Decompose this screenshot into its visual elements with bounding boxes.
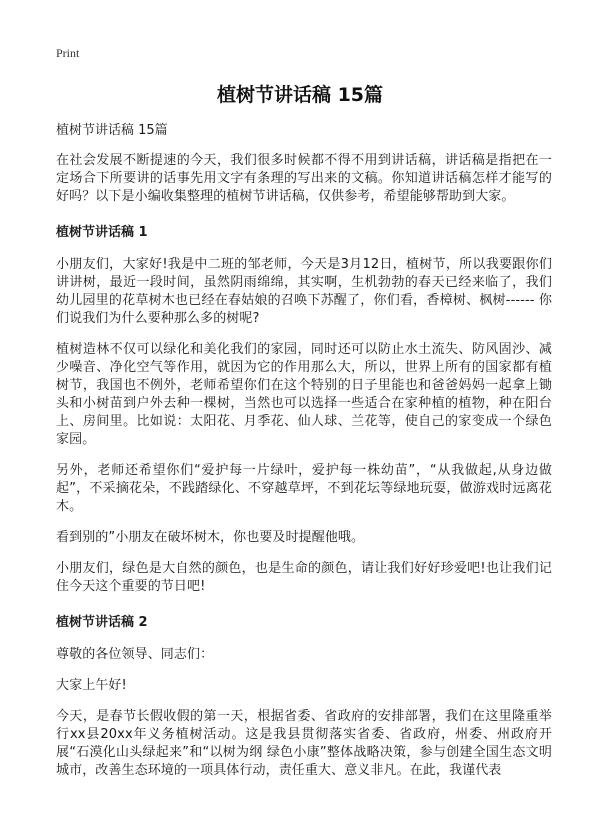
section2-paragraph: 大家上午好! xyxy=(56,678,127,693)
page-title: 植树节讲话稿 15篇 xyxy=(216,84,384,106)
section1-paragraph: 植树造林不仅可以绿化和美化我们的家园，同时还可以防止水土流失、防风固沙、减少噪音、净化空气等作用，就因为它的作用那么大，所以，世界上所有的国家都有植树节，我国也不例外，老师希望你们在这个特别的日子里能也和爸爸妈妈一起拿上锄头和小树苗到户外去种一棵树，当然也可以选择一些适合在家种植的植物，种在阳台上、房间里。比如说：太阳花、月季花、仙人球、兰花等，使自己的家变成一个绿色家园。 xyxy=(56,342,552,447)
section1-paragraph: 小朋友们，大家好!我是中二班的邹老师，今天是3月12日，植树节，所以我要跟你们讲讲树，最近一段时间，虽然阴雨绵绵，其实啊，生机勃勃的春天已经来临了，我们幼儿园里的花草树木也已经在春姑娘的召唤下苏醒了，你们看，香樟树、枫树------ 你们说我们为什么要种那么多的树呢? xyxy=(56,257,552,326)
section1-paragraph: 小朋友们，绿色是大自然的颜色，也是生命的颜色，请让我们好好珍爱吧!也让我们记住今天这个重要的节日吧! xyxy=(56,561,552,594)
section1-paragraph: 看到别的”小朋友在破坏树木，你也要及时提醒他哦。 xyxy=(56,530,365,545)
intro-paragraph: 在社会发展不断提速的今天，我们很多时候都不得不用到讲话稿，讲话稿是指把在一定场合下所要讲的话事先用文字有条理的写出来的文稿。你知道讲话稿怎样才能写的好吗？以下是小编收集整理的植树节讲话稿，仅供参考，希望能够帮助到大家。 xyxy=(56,153,552,204)
document-body xyxy=(56,122,552,793)
section-heading-1: 植树节讲话稿 1 xyxy=(56,225,148,240)
section2-paragraph: 今天，是春节长假收假的第一天，根据省委、省政府的安排部署，我们在这里隆重举行xx县20xx年义务植树活动。这是我县贯彻落实省委、省政府，州委、州政府开展“石漠化山头绿起来”和“以树为纲 绿色小康”整体战略决策，参与创建全国生态文明城市，改善生态环境的一项具体行动，责任重大、意义非凡。在此，我谨代表 xyxy=(56,709,552,778)
document-subtitle: 植树节讲话稿 15篇 xyxy=(56,123,168,138)
print-link[interactable]: Print xyxy=(56,46,80,60)
section2-paragraph: 尊敬的各位领导、同志们： xyxy=(56,647,214,662)
section-heading-2: 植树节讲话稿 2 xyxy=(56,615,148,630)
section1-paragraph: 另外，老师还希望你们“爱护每一片绿叶，爱护每一株幼苗”，“从我做起,从身边做起”，不采摘花朵，不践踏绿化、不穿越草坪，不到花坛等绿地玩耍，做游戏时远离花木。 xyxy=(56,463,552,514)
